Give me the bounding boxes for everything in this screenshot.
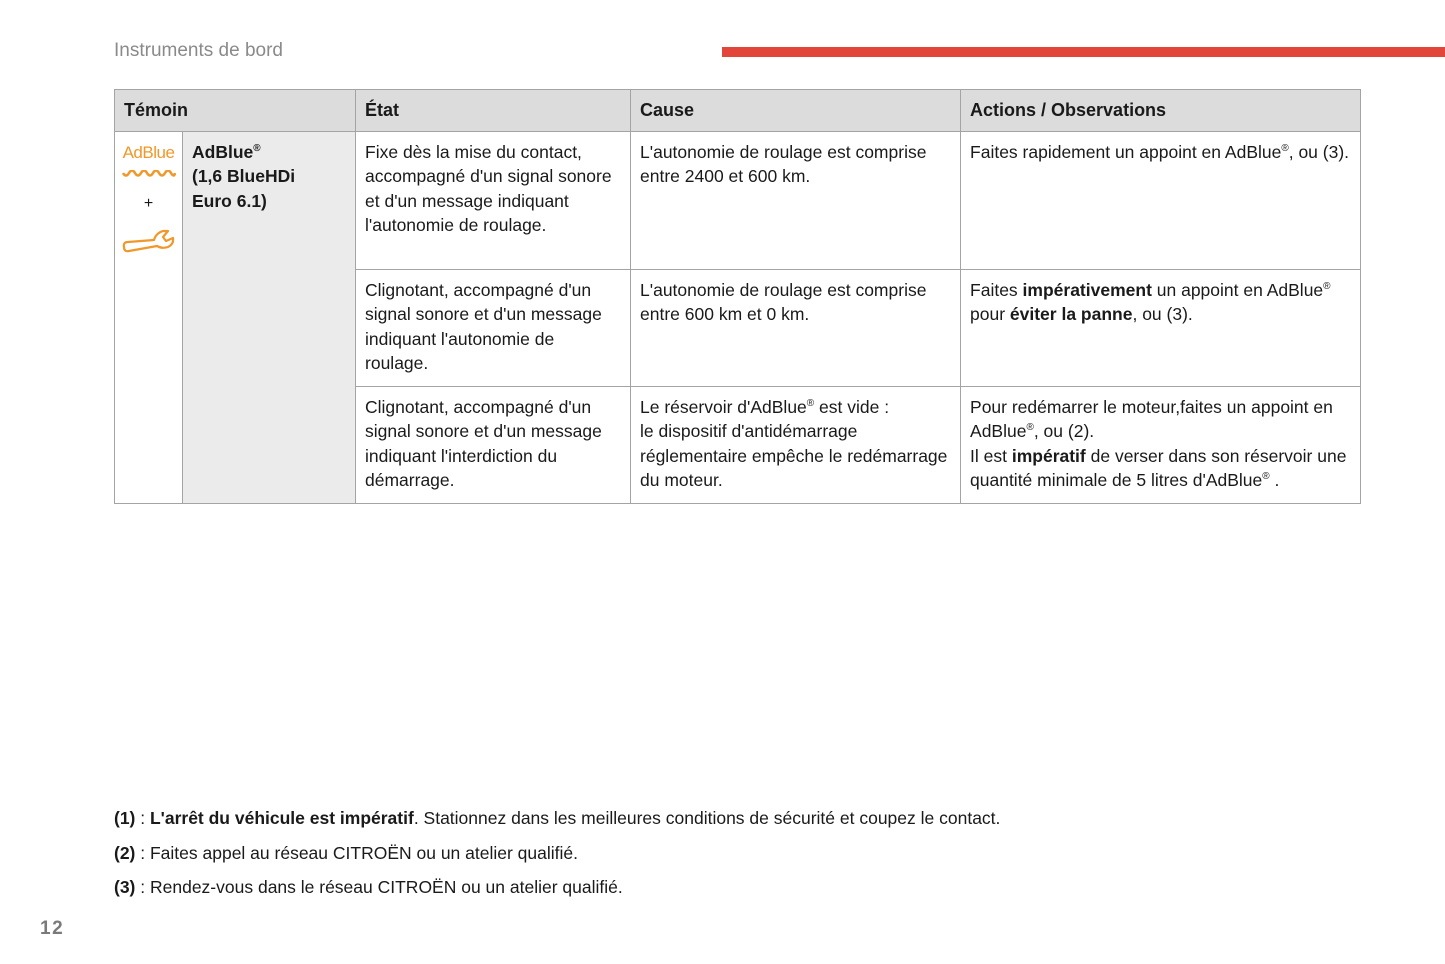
action-emphasis: éviter la panne xyxy=(1009,304,1133,325)
action-text: , ou (3). xyxy=(1288,142,1350,162)
registered-mark: ® xyxy=(1281,143,1289,155)
etat-cell: Clignotant, accompagné d'un signal sonore et d'un message indiquant l'interdiction du démarrage. xyxy=(356,387,631,504)
adblue-wave-icon xyxy=(122,170,176,180)
action-cell xyxy=(961,132,1361,270)
cause-cell: L'autonomie de roulage est comprise entre 600 km et 0 km. xyxy=(631,270,961,387)
footnote-sep: : xyxy=(135,877,150,897)
footnote-sep: : xyxy=(135,843,150,863)
adblue-warning-icon xyxy=(115,144,182,186)
cause-text: le dispositif d'antidémarrage réglementaire empêche le redémarrage du moteur. xyxy=(640,421,948,491)
footnote-ref: (3) xyxy=(114,877,136,897)
registered-mark: ® xyxy=(253,143,261,155)
action-cell xyxy=(961,270,1361,387)
cause-cell xyxy=(631,387,961,504)
indicator-variant-line1: (1,6 BlueHDi xyxy=(192,166,296,187)
footnote-2 xyxy=(114,843,578,864)
action-emphasis: impérativement xyxy=(1022,280,1152,300)
header-cause: Cause xyxy=(631,90,961,132)
action-text: pour xyxy=(970,304,1010,325)
cause-text: Le réservoir d'AdBlue xyxy=(640,397,807,417)
header-temoin: Témoin xyxy=(115,90,356,132)
action-text: . xyxy=(1269,470,1280,491)
table-row xyxy=(115,132,1361,270)
footnote-text: . Stationnez dans les meilleures conditions de sécurité et coupez le contact. xyxy=(413,808,1001,828)
footnote-ref: (2) xyxy=(114,843,136,863)
header-actions: Actions / Observations xyxy=(961,90,1361,132)
action-text: Faites rapidement un appoint en AdBlue xyxy=(970,142,1282,162)
registered-mark: ® xyxy=(806,398,815,410)
plus-sign: + xyxy=(143,195,154,213)
registered-mark: ® xyxy=(1323,281,1331,293)
cause-text: est vide : xyxy=(814,397,890,417)
footnote-ref: (1) xyxy=(114,808,136,828)
adblue-icon-label: AdBlue xyxy=(122,143,175,162)
indicator-name: AdBlue xyxy=(192,142,254,162)
etat-cell: Clignotant, accompagné d'un signal sonore et d'un message indiquant l'autonomie de roulage. xyxy=(356,270,631,387)
footnote-3 xyxy=(114,877,623,898)
action-text: Faites xyxy=(970,280,1023,300)
action-text: , ou (2). xyxy=(1033,421,1095,442)
indicator-icons-cell xyxy=(115,132,183,504)
action-text: Pour redémarrer le moteur,faites un appoint en AdBlue xyxy=(970,397,1333,442)
action-text: , ou (3). xyxy=(1132,304,1193,325)
action-text: Il est xyxy=(970,445,1012,466)
header-accent-bar xyxy=(722,47,1445,57)
etat-cell: Fixe dès la mise du contact, accompagné d'un signal sonore et d'un message indiquant l'autonomie de roulage. xyxy=(356,132,631,270)
table-header-row xyxy=(115,90,1361,132)
action-emphasis: impératif xyxy=(1011,445,1086,466)
footnote-emphasis: L'arrêt du véhicule est impératif xyxy=(149,808,414,828)
cause-cell: L'autonomie de roulage est comprise entre 2400 et 600 km. xyxy=(631,132,961,270)
indicator-name-cell xyxy=(183,132,356,504)
action-text: de verser dans son réservoir une quantité minimale de 5 litres d'AdBlue xyxy=(970,445,1347,491)
indicator-variant-line2: Euro 6.1) xyxy=(192,190,267,211)
footnote-sep: : xyxy=(135,808,150,828)
footnote-1 xyxy=(114,808,1000,829)
registered-mark: ® xyxy=(1262,471,1270,483)
wrench-service-icon xyxy=(121,227,177,255)
header-etat: État xyxy=(356,90,631,132)
page-number: 12 xyxy=(40,918,65,939)
section-title: Instruments de bord xyxy=(114,40,283,61)
footnote-text: Faites appel au réseau CITROËN ou un atelier qualifié. xyxy=(149,843,578,863)
warning-lights-table xyxy=(114,89,1361,504)
footnote-text: Rendez-vous dans le réseau CITROËN ou un atelier qualifié. xyxy=(149,877,623,897)
action-text: un appoint en AdBlue xyxy=(1151,280,1324,300)
action-cell xyxy=(961,387,1361,504)
registered-mark: ® xyxy=(1026,422,1034,434)
